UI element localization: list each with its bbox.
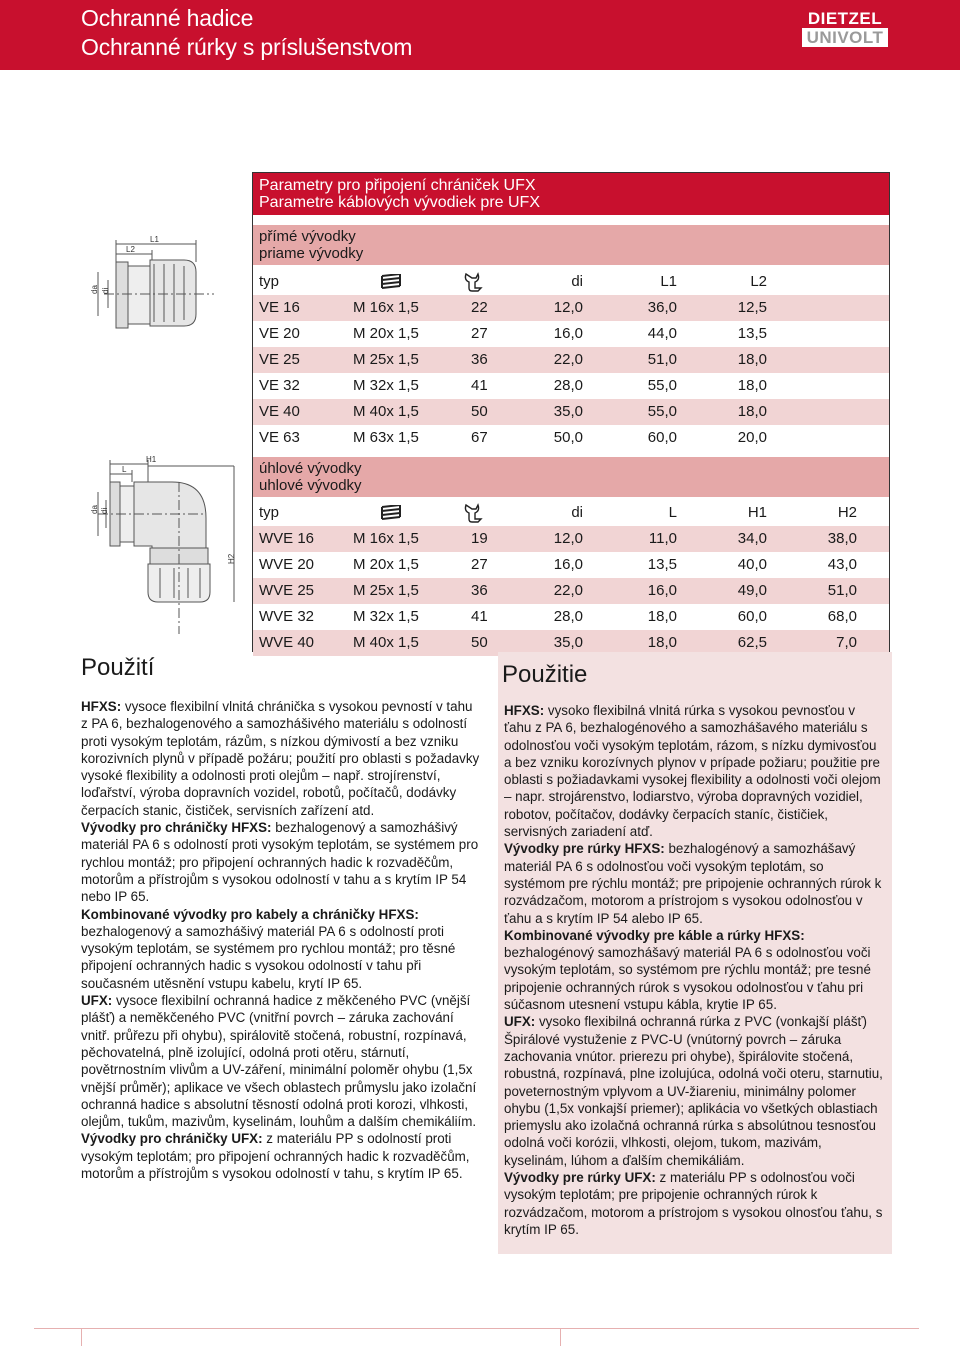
straight-header-row bbox=[253, 269, 889, 295]
col-header-typ: typ bbox=[259, 273, 280, 290]
table-cell: VE 25 bbox=[259, 351, 300, 368]
bottom-rule bbox=[34, 1328, 919, 1329]
table-cell: 38,0 bbox=[827, 530, 857, 547]
usage-paragraph bbox=[504, 927, 886, 1013]
table-cell: 18,0 bbox=[737, 377, 767, 394]
table-cell: 35,0 bbox=[553, 634, 583, 651]
table-cell: VE 20 bbox=[259, 325, 300, 342]
table-cell: 51,0 bbox=[647, 351, 677, 368]
usage-paragraph-body: bezhalogénový a samozhášavý materiál PA 6 s odolnosťou voči vysokým teplotám, so systémom pre rýchlu montáž; pre pripojenie ochranných rúrok k rozvádzačom, motorom a prístrojom s vysokou odolnosťou v ťahu a s krytím IP 54 alebo IP 65. bbox=[504, 841, 882, 926]
wrench-icon bbox=[463, 503, 485, 523]
table-cell: 12,5 bbox=[737, 299, 767, 316]
table-cell: 18,0 bbox=[647, 634, 677, 651]
drawing-label-l: L bbox=[122, 465, 127, 474]
table-cell: 36 bbox=[471, 351, 488, 368]
table-row bbox=[253, 295, 889, 321]
table-row bbox=[253, 425, 889, 451]
usage-paragraph-lead: Kombinované vývodky pro kabely a chráničky HFXS: bbox=[81, 906, 419, 922]
usage-paragraph bbox=[504, 702, 886, 840]
col-header-di-angled: di bbox=[571, 504, 583, 521]
table-cell: 12,0 bbox=[553, 530, 583, 547]
straight-title-sk: priame vývodky bbox=[259, 245, 364, 262]
table-cell: 20,0 bbox=[737, 429, 767, 446]
usage-paragraph-lead: Vývodky pro chráničky UFX: bbox=[81, 1131, 263, 1147]
table-cell: M 16x 1,5 bbox=[353, 299, 419, 316]
table-cell: 41 bbox=[471, 377, 488, 394]
logo-line-2: UNIVOLT bbox=[806, 28, 884, 47]
table-cell: M 32x 1,5 bbox=[353, 377, 419, 394]
col-header-h1: H1 bbox=[747, 504, 767, 521]
table-cell: 50 bbox=[471, 403, 488, 420]
usage-paragraph bbox=[504, 1169, 886, 1238]
usage-paragraph bbox=[81, 992, 481, 1130]
page-title-cz: Ochranné hadice bbox=[81, 5, 254, 31]
table-cell: 36,0 bbox=[647, 299, 677, 316]
logo-line-1: DIETZEL bbox=[802, 9, 888, 28]
usage-heading-cz: Použití bbox=[81, 654, 155, 681]
table-row bbox=[253, 373, 889, 399]
usage-paragraph-body: vysoko flexibilná vlnitá rúrka s vysokou pevnosťou v ťahu z PA 6, bezhalogénového a samozhášavého materiálu s odolnosťou voči vysokým teplotám, rázom, s nízku dymivosťou a bez vzniku korozívnych plynov v prípade požiaru; použitie pre oblasti s požiadavkami vysokej flexibility a odolnosti voči olejom – napr. strojárenstvo, lodiarstvo, výroba dopravných vozidiel, robotov, počítačov, dodávky čerpacích staníc, čističiek, servisných zariadení atď. bbox=[504, 703, 881, 840]
table-row bbox=[253, 552, 889, 578]
col-header-h2: H2 bbox=[837, 504, 857, 521]
table-cell: WVE 32 bbox=[259, 608, 315, 625]
table-cell: 62,5 bbox=[737, 634, 767, 651]
table-cell: WVE 20 bbox=[259, 556, 315, 573]
table-cell: 55,0 bbox=[647, 403, 677, 420]
table-cell: 13,5 bbox=[647, 556, 677, 573]
table-cell: 34,0 bbox=[737, 530, 767, 547]
usage-paragraph bbox=[81, 819, 481, 905]
usage-paragraph-lead: UFX: bbox=[504, 1014, 536, 1030]
brand-logo bbox=[802, 9, 888, 47]
drawing-label-h1: H1 bbox=[146, 455, 157, 464]
usage-paragraph-lead: Vývodky pre rúrky HFXS: bbox=[504, 841, 665, 857]
table-cell: WVE 40 bbox=[259, 634, 315, 651]
table-cell: 50,0 bbox=[553, 429, 583, 446]
table-cell: 49,0 bbox=[737, 582, 767, 599]
usage-paragraph-lead: UFX: bbox=[81, 993, 113, 1009]
drawing-label-di: di bbox=[101, 287, 110, 294]
table-cell: M 20x 1,5 bbox=[353, 556, 419, 573]
thread-icon bbox=[381, 505, 401, 521]
straight-section-title bbox=[253, 225, 889, 265]
usage-paragraph bbox=[81, 906, 481, 992]
page-title-sk: Ochranné rúrky s príslušenstvom bbox=[81, 34, 413, 60]
table-cell: 27 bbox=[471, 325, 488, 342]
table-cell: 7,0 bbox=[836, 634, 857, 651]
table-row bbox=[253, 399, 889, 425]
table-cell: 55,0 bbox=[647, 377, 677, 394]
table-cell: 16,0 bbox=[553, 325, 583, 342]
table-cell: M 63x 1,5 bbox=[353, 429, 419, 446]
table-cell: 41 bbox=[471, 608, 488, 625]
usage-paragraph-lead: Vývodky pro chráničky HFXS: bbox=[81, 820, 272, 836]
table-cell: M 20x 1,5 bbox=[353, 325, 419, 342]
table-cell: 22,0 bbox=[553, 582, 583, 599]
usage-text-cz bbox=[81, 698, 481, 1182]
table-cell: 22 bbox=[471, 299, 488, 316]
table-cell: 16,0 bbox=[553, 556, 583, 573]
table-cell: 11,0 bbox=[648, 530, 677, 547]
usage-paragraph-body: vysoce flexibilní vlnitá chránička s vysokou pevností v tahu z PA 6, bezhalogenového a samozhášivého materiálu s odolností proti vysokým teplotám, rázům, s nízkou dýmivostí a bez vzniku korozivních plynů v případě požáru; použití pro oblasti s požadavky vysoké flexibility a odolnosti proti olejům – např. strojírenství, loďařství, výroba dopravních vozidel, robotů, počítačů, dodávky čerpacích stanic, čističek, servisních zařízení atd. bbox=[81, 699, 480, 818]
table-cell: 27 bbox=[471, 556, 488, 573]
usage-text-sk bbox=[498, 652, 892, 1254]
table-row bbox=[253, 321, 889, 347]
usage-paragraph-lead: HFXS: bbox=[504, 703, 545, 718]
usage-paragraph bbox=[504, 1013, 886, 1169]
angled-fitting-drawing bbox=[84, 452, 244, 642]
table-cell: 19 bbox=[471, 530, 488, 547]
usage-paragraph-body: bezhalogénový samozhášavý materiál PA 6 s odolnosťou voči vysokým teplotám, so systémom pre rýchlu montáž; pre tesné pripojenie ochranných rúrok s vysokou odolnosťou v ťahu pri súčasnom utesnení vstupu kábla, krytie IP 65. bbox=[504, 945, 871, 1013]
usage-paragraph-body: vysoko flexibilná ochranná rúrka z PVC (vonkajší plášť) Špirálové vystuženie z PVC-U (vnútorný povrch – záruka zachovania vnútor. prierezu pri ohybe), špirálovite stočená, robustná, rozpínavá, plne izolujúca, odolná voči oteru, starnutiu, poveternostným vplyvom a UV-žiareniu, minimálny polomer ohybu (1,5x vonkajší priemer); aplikácia vo všetkých oblastiach priemyslu ako izolačná ochranná rúrka s absolútnou tesnosťou odolná voči korózii, vlhkosti, olejom, tukom, mazivám, kyselinám, lúhom a ďalším chemikáliám. bbox=[504, 1014, 883, 1168]
page-header bbox=[0, 0, 960, 70]
usage-paragraph-lead: HFXS: bbox=[81, 699, 122, 714]
usage-paragraph-lead: Kombinované vývodky pre káble a rúrky HFXS: bbox=[504, 927, 805, 943]
table-row bbox=[253, 526, 889, 552]
table-cell: 40,0 bbox=[737, 556, 767, 573]
table-cell: 44,0 bbox=[647, 325, 677, 342]
table-cell: VE 63 bbox=[259, 429, 300, 446]
usage-paragraph-body: bezhalogenový a samozhášivý materiál PA 6 s odolností proti vysokým teplotám, se systémem pro rychlou montáž; pro těsné připojení ochranných hadic s vysokou odolností v tahu při současném utěsnění vstupu kabelu, krytí IP 65. bbox=[81, 923, 456, 991]
table-cell: VE 32 bbox=[259, 377, 300, 394]
straight-fitting-drawing bbox=[84, 232, 244, 332]
table-cell: 43,0 bbox=[827, 556, 857, 573]
col-header-l: L bbox=[668, 504, 677, 521]
usage-paragraph-body: bezhalogenový a samozhášivý materiál PA 6 s odolností proti vysokým teplotám, se systémem pro rychlou montáž; pro připojení ochranných hadic k rozvaděčům, motorům a přístrojům s vysokou odolností v tahu a s krytím IP 54 nebo IP 65. bbox=[81, 820, 479, 905]
table-cell: 28,0 bbox=[553, 377, 583, 394]
table-row bbox=[253, 578, 889, 604]
parameter-table bbox=[252, 172, 890, 652]
table-cell: 60,0 bbox=[737, 608, 767, 625]
table-cell: 12,0 bbox=[553, 299, 583, 316]
angled-section-title bbox=[253, 457, 889, 497]
table-title-cz: Parametry pro připojení chrániček UFX bbox=[259, 177, 536, 194]
table-cell: VE 40 bbox=[259, 403, 300, 420]
table-cell: M 40x 1,5 bbox=[353, 634, 419, 651]
table-cell: 60,0 bbox=[647, 429, 677, 446]
table-title bbox=[253, 173, 889, 215]
usage-paragraph bbox=[81, 1130, 481, 1182]
table-cell: 18,0 bbox=[737, 351, 767, 368]
thread-icon bbox=[381, 274, 401, 290]
table-cell: M 32x 1,5 bbox=[353, 608, 419, 625]
wrench-icon bbox=[463, 272, 485, 292]
drawing-label-da-angled: da bbox=[90, 505, 99, 514]
table-cell: 51,0 bbox=[827, 582, 857, 599]
table-cell: WVE 16 bbox=[259, 530, 315, 547]
table-row bbox=[253, 347, 889, 373]
col-header-l2: L2 bbox=[750, 273, 767, 290]
table-title-sk: Parametre káblových vývodiek pre UFX bbox=[259, 194, 540, 211]
drawing-label-h2: H2 bbox=[227, 553, 236, 564]
usage-paragraph-body: z materiálu PP s odolnosťou voči vysokým teplotám; pre pripojenie ochranných rúrok k rozvádzačom, motorom a prístrojom s vysokou olnosťou ťahu, s krytím IP 65. bbox=[504, 1170, 883, 1237]
drawing-label-l2: L2 bbox=[126, 245, 135, 254]
usage-paragraph bbox=[81, 698, 481, 819]
table-cell: WVE 25 bbox=[259, 582, 315, 599]
table-cell: 16,0 bbox=[647, 582, 677, 599]
drawing-label-l1: L1 bbox=[150, 235, 159, 244]
bottom-tick-right bbox=[560, 1328, 561, 1346]
angled-title-sk: uhlové vývodky bbox=[259, 477, 362, 494]
usage-heading-sk: Použitie bbox=[502, 661, 588, 688]
table-row bbox=[253, 604, 889, 630]
table-cell: 36 bbox=[471, 582, 488, 599]
col-header-di: di bbox=[571, 273, 583, 290]
col-header-typ-angled: typ bbox=[259, 504, 280, 521]
drawing-label-da: da bbox=[90, 285, 99, 294]
table-cell: 28,0 bbox=[553, 608, 583, 625]
table-cell: 18,0 bbox=[647, 608, 677, 625]
drawing-label-di-angled: di bbox=[100, 507, 109, 514]
table-cell: M 16x 1,5 bbox=[353, 530, 419, 547]
table-cell: 13,5 bbox=[737, 325, 767, 342]
table-cell: M 25x 1,5 bbox=[353, 582, 419, 599]
table-cell: 18,0 bbox=[737, 403, 767, 420]
straight-title-cz: přímé vývodky bbox=[259, 228, 356, 245]
table-cell: 67 bbox=[471, 429, 488, 446]
bottom-tick-left bbox=[81, 1328, 82, 1346]
usage-paragraph-body: z materiálu PP s odolností proti vysokým teplotám; pro připojení ochranných hadic k rozvaděčům, motorům a přístrojům s vysokou odolností v tahu, s krytím IP 65. bbox=[81, 1131, 470, 1182]
usage-paragraph-lead: Vývodky pre rúrky UFX: bbox=[504, 1170, 656, 1186]
table-cell: VE 16 bbox=[259, 299, 300, 316]
table-cell: 50 bbox=[471, 634, 488, 651]
table-cell: M 40x 1,5 bbox=[353, 403, 419, 420]
table-cell: 35,0 bbox=[553, 403, 583, 420]
table-cell: 22,0 bbox=[553, 351, 583, 368]
table-cell: 68,0 bbox=[827, 608, 857, 625]
table-cell: M 25x 1,5 bbox=[353, 351, 419, 368]
angled-title-cz: úhlové vývodky bbox=[259, 460, 362, 477]
col-header-l1: L1 bbox=[660, 273, 677, 290]
usage-paragraph bbox=[504, 840, 886, 926]
usage-paragraph-body: vysoce flexibilní ochranná hadice z měkčeného PVC (vnější plášť) a neměkčeného PVC (vnitřní povrch – záruka zachování vnitř. průřezu při ohybu), spirálovitě stočená, robustní, rozpínavá, pěchovatelná, plně izolující, odolná proti otěru, stárnutí, povětrnostním vlivům a UV-záření, minimální poloměr ohybu (1,5x vnější průměr); aplikace ve všech oblastech průmyslu jako izolační ochranná hadice s absolutní těsností odolná proti korozi, vlhkosti, olejům, tukům, mazivům, kyselinám, louhům a dalším chemikáliím. bbox=[81, 993, 477, 1130]
angled-header-row bbox=[253, 500, 889, 526]
